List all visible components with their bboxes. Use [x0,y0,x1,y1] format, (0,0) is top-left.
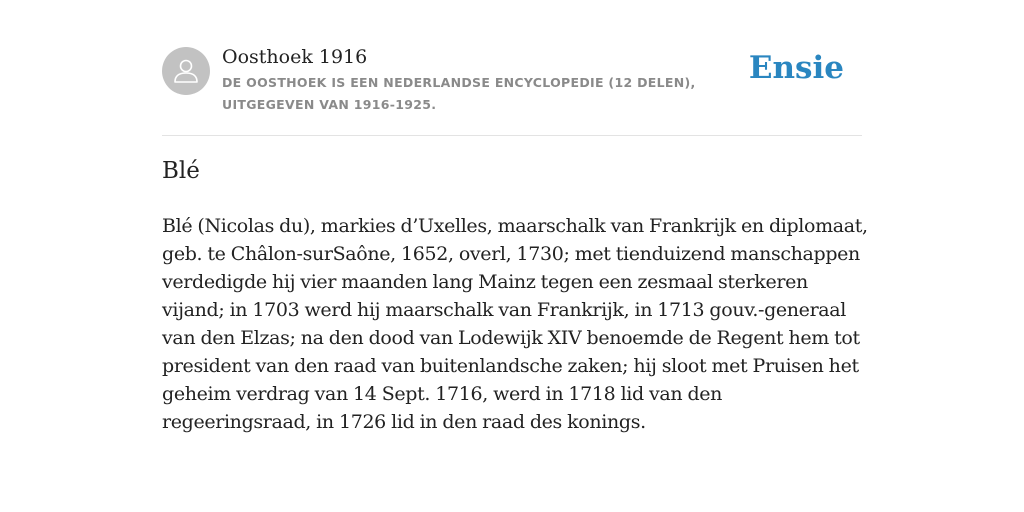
source-name[interactable]: Oosthoek 1916 [222,46,368,68]
article-title: Blé [162,158,200,184]
source-header [162,44,862,136]
source-avatar[interactable] [162,47,210,95]
ensie-logo[interactable]: Ensie [748,50,844,86]
article-body: Blé (Nicolas du), markies d’Uxelles, maarschalk van Frankrijk en diplomaat, geb. te Châlon-surSaône, 1652, overl, 1730; met tienduizend manschappen verdedigde hij vier maanden lang Mainz tegen een zesmaal sterkeren vijand; in 1703 werd hij maarschalk van Frankrijk, in 1713 gouv.-generaal van den Elzas; na den dood van Lodewijk XIV benoemde de Regent hem tot president van den raad van buitenlandsche zaken; hij sloot met Pruisen het geheim verdrag van 14 Sept. 1716, werd in 1718 lid van den regeeringsraad, in 1726 lid in den raad des konings. [162,215,868,433]
source-description: DE OOSTHOEK IS EEN NEDERLANDSE ENCYCLOPEDIE (12 DELEN), UITGEGEVEN VAN 1916-1925. [222,75,696,112]
user-silhouette-icon [162,47,210,95]
